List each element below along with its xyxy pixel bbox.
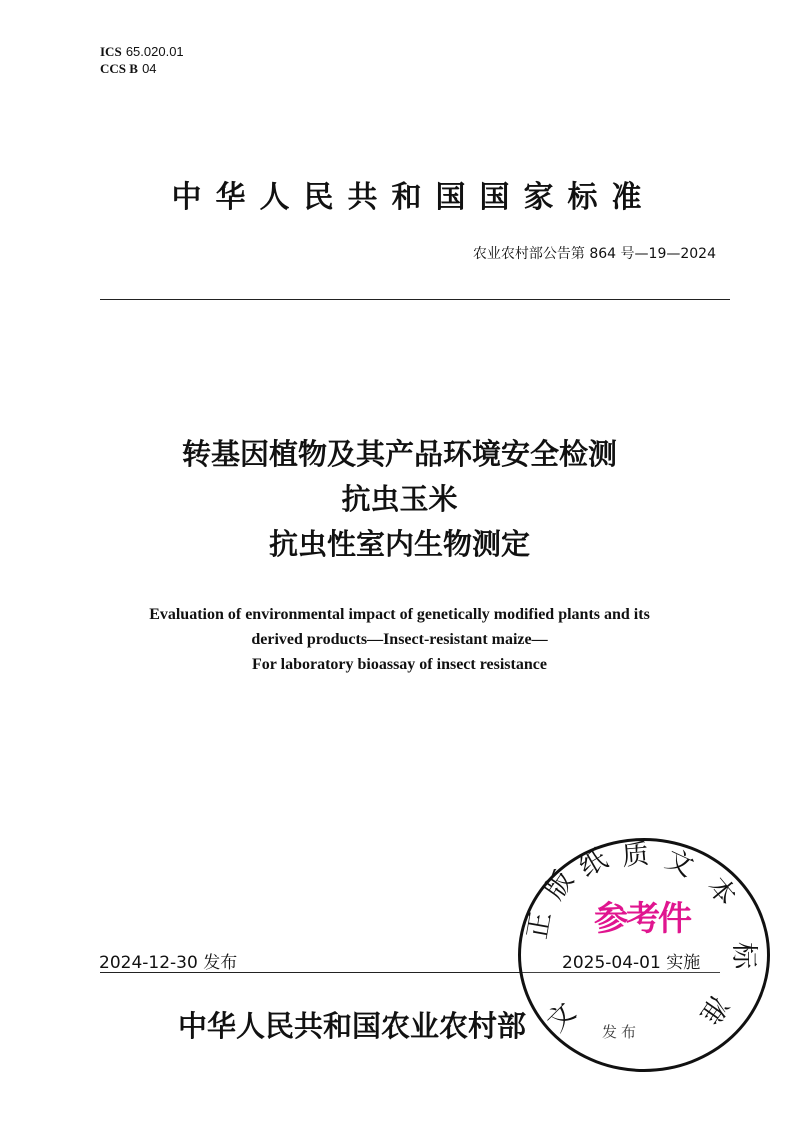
stamp-char: 本 xyxy=(700,871,743,912)
stamp-char: 正 xyxy=(521,909,558,942)
chinese-title xyxy=(0,432,799,567)
classification-codes xyxy=(100,44,184,78)
stamp-char: 标 xyxy=(728,942,759,969)
stamp-char: 纸 xyxy=(574,843,613,884)
english-title xyxy=(0,602,799,677)
ics-value: 65.020.01 xyxy=(125,44,184,59)
en-title-line: For laboratory bioassay of insect resistance xyxy=(252,656,547,673)
national-standard-heading: 中华人民共和国国家标准 xyxy=(171,180,656,215)
cn-title-line: 抗虫玉米 xyxy=(341,482,458,516)
stamp-char: 版 xyxy=(539,865,580,906)
cn-title-line: 转基因植物及其产品环境安全检测 xyxy=(181,437,617,471)
stamp-char: 质 xyxy=(620,838,651,873)
reference-copy-mark: 参考件 xyxy=(594,899,690,939)
issuer: 中华人民共和国农业农村部 xyxy=(178,1009,527,1043)
divider xyxy=(100,299,730,300)
stamp-char: 准 xyxy=(693,989,734,1030)
en-title-line: derived products—Insect-resistant maize— xyxy=(251,631,548,648)
cn-title-line: 抗虫性室内生物测定 xyxy=(268,527,530,561)
en-title-line: Evaluation of environmental impact of genetically modified plants and its xyxy=(149,606,650,623)
effective-date: 2025-04-01 实施 xyxy=(562,953,701,973)
stamp-char: 文 xyxy=(540,996,583,1039)
standard-number: 农业农村部公告第 864 号—19—2024 xyxy=(472,246,716,262)
ics-label: ICS xyxy=(100,44,122,59)
ccs-label: CCS B xyxy=(100,61,138,76)
stamp-char: 文 xyxy=(660,843,699,884)
publish-date: 2024-12-30 发布 xyxy=(99,953,238,973)
ccs-value: 04 xyxy=(142,61,157,76)
issue-label: 发布 xyxy=(602,1023,641,1041)
